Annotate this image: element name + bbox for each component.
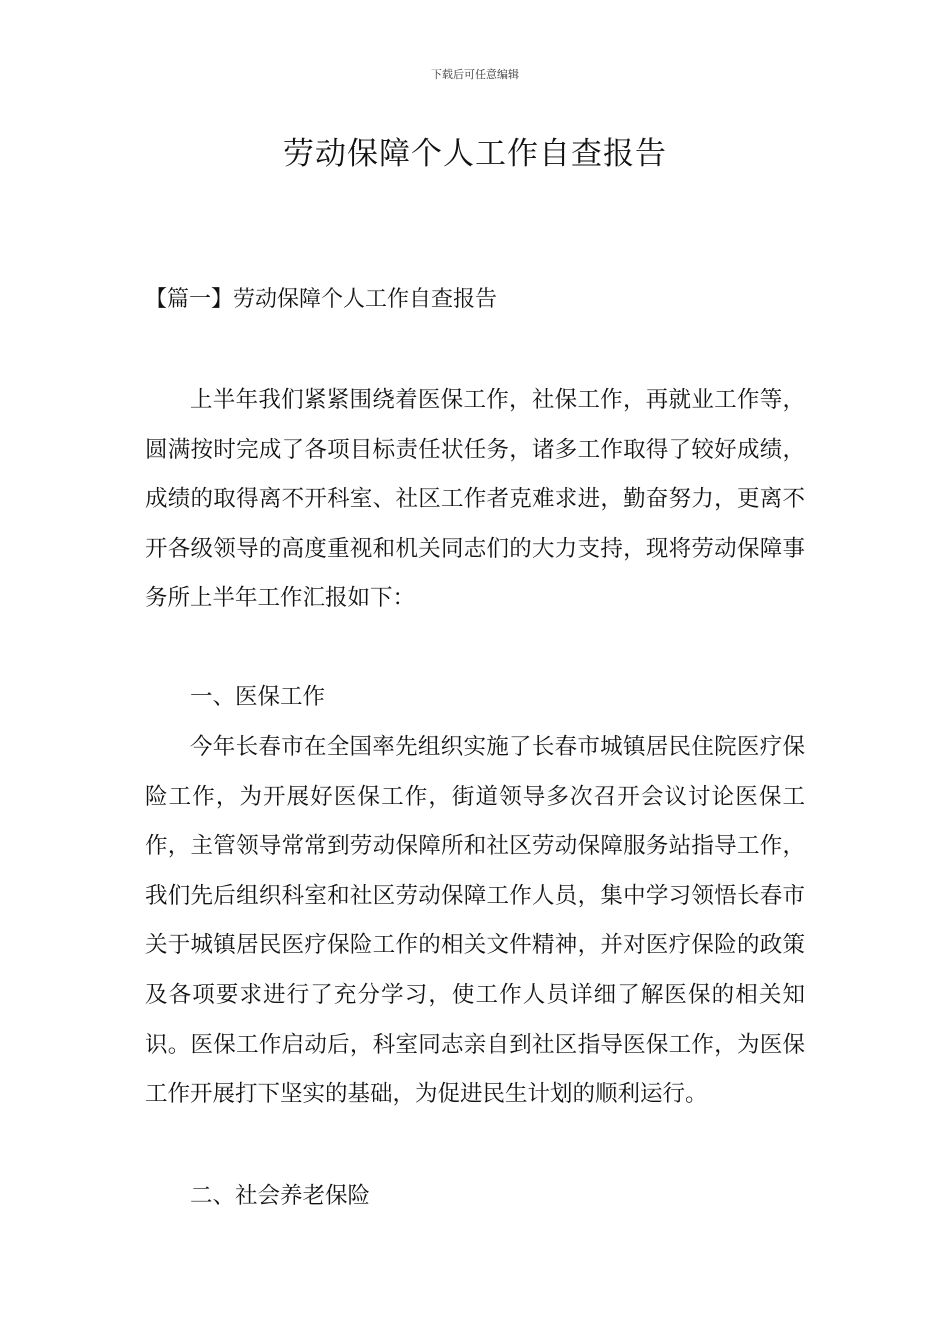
subheading-pension-block: [145, 1172, 805, 1222]
subheading-medical-block: [145, 673, 805, 723]
subheading-medical: 一、医保工作: [190, 684, 326, 710]
document-title: 劳动保障个人工作自查报告: [283, 136, 667, 172]
download-note: 下载后可任意编辑: [431, 68, 519, 81]
medical-paragraph: 今年长春市在全国率先组织实施了长春市城镇居民住院医疗保险工作，为开展好医保工作，街道领导多次召开会议讨论医保工作，主管领导常常到劳动保障所和社区劳动保障服务站指导工作，我们先后组织科室和社区劳动保障工作人员，集中学习领悟长春市关于城镇居民医疗保险工作的相关文件精神，并对医疗保险的政策及各项要求进行了充分学习，使工作人员详细了解医保的相关知识。医保工作启动后，科室同志亲自到社区指导医保工作，为医保工作开展打下坚实的基础，为促进民生计划的顺利运行。: [145, 734, 805, 1108]
subheading-pension: 二、社会养老保险: [190, 1183, 371, 1209]
intro-paragraph-block: [145, 376, 805, 624]
medical-paragraph-block: [145, 723, 805, 1120]
section-heading: 【篇一】劳动保障个人工作自查报告: [145, 287, 498, 312]
intro-paragraph: 上半年我们紧紧围绕着医保工作，社保工作，再就业工作等，圆满按时完成了各项目标责任状任务，诸多工作取得了较好成绩，成绩的取得离不开科室、社区工作者克难求进，勤奋努力，更离不开各级领导的高度重视和机关同志们的大力支持，现将劳动保障事务所上半年工作汇报如下：: [145, 387, 805, 612]
